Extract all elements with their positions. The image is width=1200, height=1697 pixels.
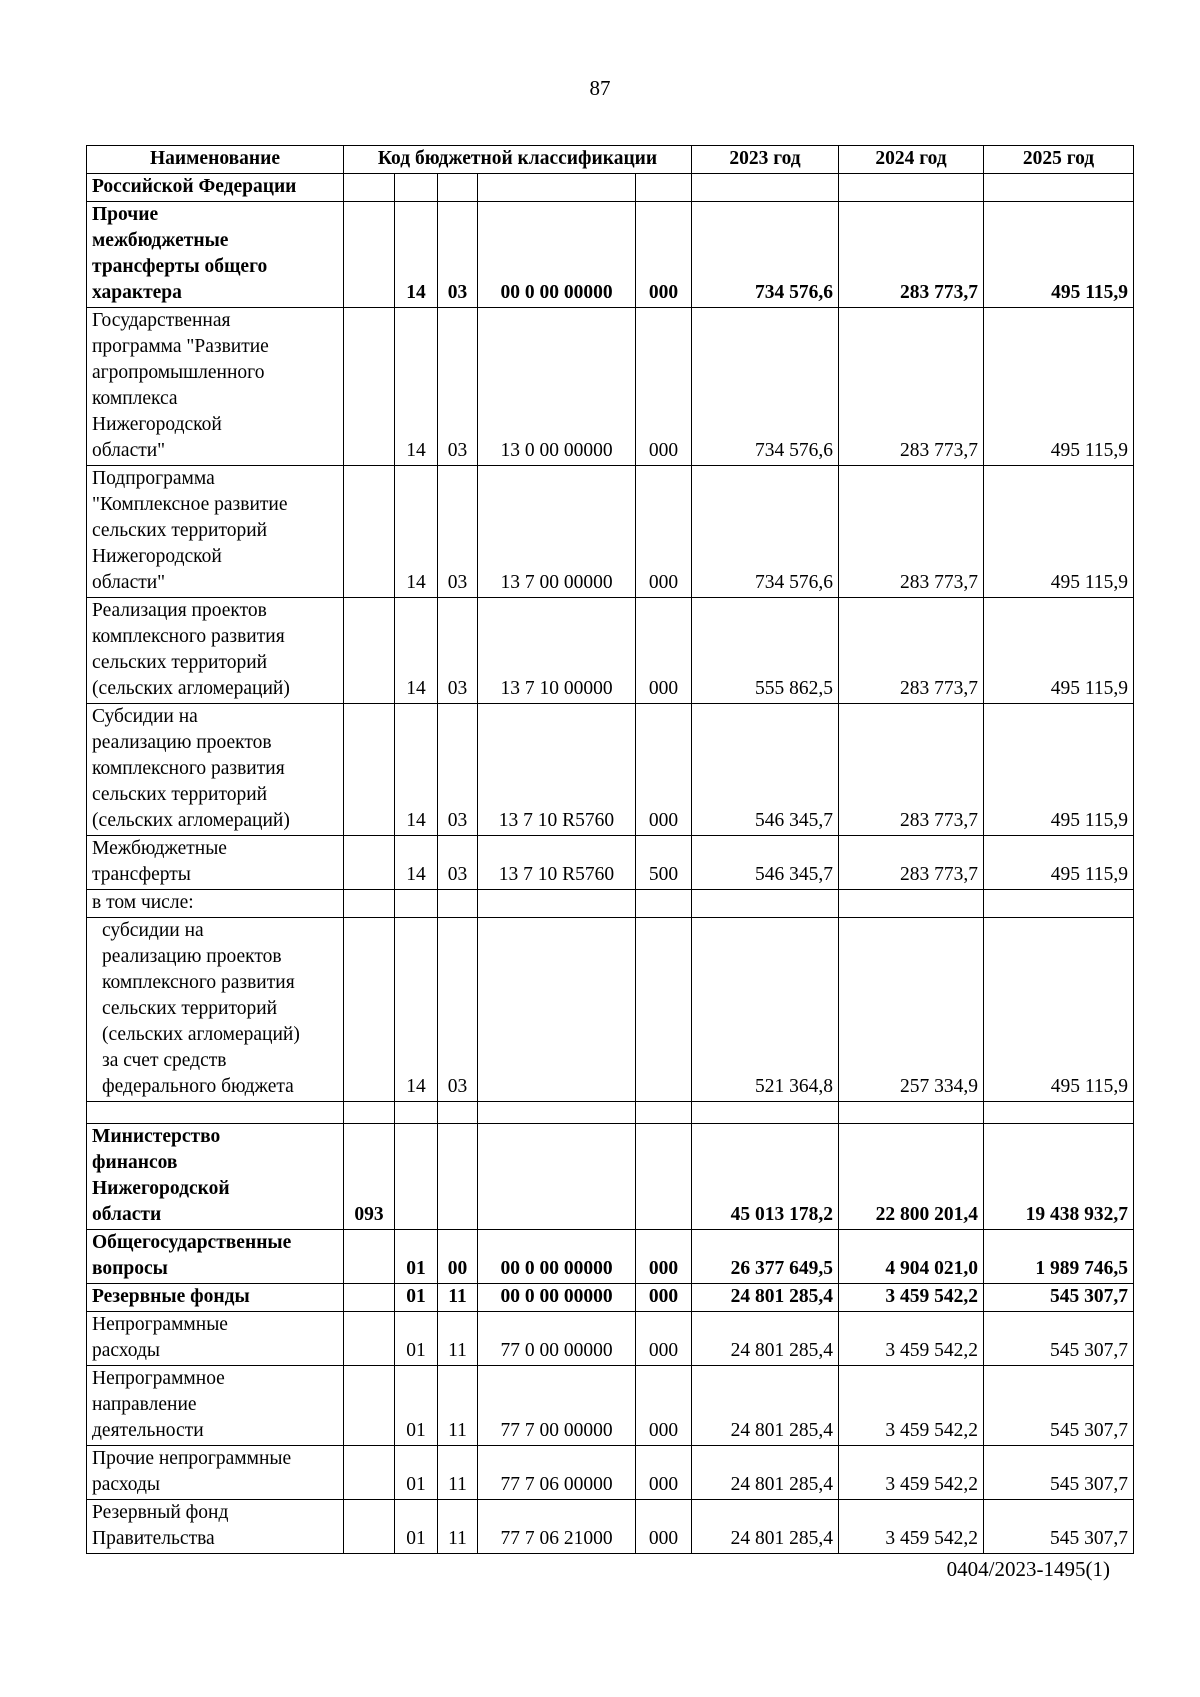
header-2025: 2025 год bbox=[984, 146, 1134, 174]
value-2025: 495 115,9 bbox=[984, 918, 1134, 1102]
code-subsection: 11 bbox=[438, 1446, 478, 1500]
code-subsection: 03 bbox=[438, 836, 478, 890]
code-section: 14 bbox=[395, 704, 438, 836]
code-ministry bbox=[344, 836, 395, 890]
table-row bbox=[87, 836, 1134, 890]
value-2025: 545 307,7 bbox=[984, 1500, 1134, 1554]
value-2023: 45 013 178,2 bbox=[692, 1124, 839, 1230]
code-ministry bbox=[344, 598, 395, 704]
value-2024: 283 773,7 bbox=[839, 202, 984, 308]
table-row bbox=[87, 308, 1134, 466]
code-section: 01 bbox=[395, 1446, 438, 1500]
page-number: 87 bbox=[589, 76, 611, 100]
code-section: 01 bbox=[395, 1312, 438, 1366]
value-2025: 495 115,9 bbox=[984, 598, 1134, 704]
code-ministry: 093 bbox=[344, 1124, 395, 1230]
value-2024: 4 904 021,0 bbox=[839, 1230, 984, 1284]
code-section: 01 bbox=[395, 1284, 438, 1312]
code-target-article bbox=[478, 1124, 636, 1230]
value-2023: 24 801 285,4 bbox=[692, 1500, 839, 1554]
row-name: Подпрограмма "Комплексное развитие сельских территорий Нижегородской области" bbox=[87, 466, 344, 598]
value-2024: 3 459 542,2 bbox=[839, 1500, 984, 1554]
budget-table bbox=[86, 145, 1134, 1554]
header-name: Наименование bbox=[87, 146, 344, 174]
code-ministry bbox=[344, 1102, 395, 1124]
code-ministry bbox=[344, 1446, 395, 1500]
code-expense-type bbox=[636, 1102, 692, 1124]
code-ministry bbox=[344, 308, 395, 466]
code-section: 14 bbox=[395, 836, 438, 890]
value-2024 bbox=[839, 1102, 984, 1124]
value-2024: 257 334,9 bbox=[839, 918, 984, 1102]
value-2024 bbox=[839, 890, 984, 918]
value-2023: 24 801 285,4 bbox=[692, 1446, 839, 1500]
code-ministry bbox=[344, 466, 395, 598]
value-2025 bbox=[984, 1102, 1134, 1124]
code-subsection: 11 bbox=[438, 1284, 478, 1312]
value-2025 bbox=[984, 174, 1134, 202]
code-target-article: 13 0 00 00000 bbox=[478, 308, 636, 466]
code-subsection bbox=[438, 1102, 478, 1124]
code-expense-type: 000 bbox=[636, 1446, 692, 1500]
code-section bbox=[395, 174, 438, 202]
table-row bbox=[87, 1102, 1134, 1124]
table-row bbox=[87, 1230, 1134, 1284]
table-row bbox=[87, 1446, 1134, 1500]
code-target-article: 77 7 00 00000 bbox=[478, 1366, 636, 1446]
row-name: Непрограммные расходы bbox=[87, 1312, 344, 1366]
value-2025: 495 115,9 bbox=[984, 202, 1134, 308]
code-expense-type: 000 bbox=[636, 1366, 692, 1446]
code-subsection: 11 bbox=[438, 1366, 478, 1446]
value-2025: 19 438 932,7 bbox=[984, 1124, 1134, 1230]
row-name: Реализация проектов комплексного развития сельских территорий (сельских агломераций) bbox=[87, 598, 344, 704]
code-subsection bbox=[438, 890, 478, 918]
code-target-article: 77 7 06 21000 bbox=[478, 1500, 636, 1554]
code-section: 14 bbox=[395, 308, 438, 466]
code-ministry bbox=[344, 1312, 395, 1366]
table-row bbox=[87, 174, 1134, 202]
code-ministry bbox=[344, 1284, 395, 1312]
value-2024: 3 459 542,2 bbox=[839, 1366, 984, 1446]
code-target-article bbox=[478, 918, 636, 1102]
value-2025 bbox=[984, 890, 1134, 918]
code-subsection: 00 bbox=[438, 1230, 478, 1284]
code-ministry bbox=[344, 1230, 395, 1284]
code-subsection: 11 bbox=[438, 1312, 478, 1366]
code-target-article: 00 0 00 00000 bbox=[478, 202, 636, 308]
code-subsection: 03 bbox=[438, 918, 478, 1102]
value-2025: 545 307,7 bbox=[984, 1284, 1134, 1312]
row-name: Резервные фонды bbox=[87, 1284, 344, 1312]
value-2023: 734 576,6 bbox=[692, 202, 839, 308]
table-header-row bbox=[87, 146, 1134, 174]
row-name: Непрограммное направление деятельности bbox=[87, 1366, 344, 1446]
row-name: в том числе: bbox=[87, 890, 344, 918]
value-2024: 283 773,7 bbox=[839, 704, 984, 836]
table-body bbox=[87, 174, 1134, 1554]
code-target-article: 13 7 10 R5760 bbox=[478, 836, 636, 890]
code-ministry bbox=[344, 202, 395, 308]
code-expense-type: 500 bbox=[636, 836, 692, 890]
value-2025: 545 307,7 bbox=[984, 1312, 1134, 1366]
code-ministry bbox=[344, 890, 395, 918]
table-row bbox=[87, 1312, 1134, 1366]
header-2023: 2023 год bbox=[692, 146, 839, 174]
code-expense-type bbox=[636, 890, 692, 918]
value-2023: 734 576,6 bbox=[692, 308, 839, 466]
value-2025: 545 307,7 bbox=[984, 1366, 1134, 1446]
value-2023: 24 801 285,4 bbox=[692, 1366, 839, 1446]
value-2025: 1 989 746,5 bbox=[984, 1230, 1134, 1284]
code-section bbox=[395, 1124, 438, 1230]
value-2023: 26 377 649,5 bbox=[692, 1230, 839, 1284]
code-target-article: 00 0 00 00000 bbox=[478, 1230, 636, 1284]
code-section bbox=[395, 1102, 438, 1124]
code-expense-type: 000 bbox=[636, 466, 692, 598]
table-row bbox=[87, 466, 1134, 598]
code-expense-type: 000 bbox=[636, 704, 692, 836]
code-target-article: 77 7 06 00000 bbox=[478, 1446, 636, 1500]
row-name: Субсидии на реализацию проектов комплексного развития сельских территорий (сельских агломераций) bbox=[87, 704, 344, 836]
value-2024 bbox=[839, 174, 984, 202]
table-row bbox=[87, 1284, 1134, 1312]
table-row bbox=[87, 1124, 1134, 1230]
code-target-article: 13 7 00 00000 bbox=[478, 466, 636, 598]
code-ministry bbox=[344, 918, 395, 1102]
header-2024: 2024 год bbox=[839, 146, 984, 174]
value-2025: 495 115,9 bbox=[984, 308, 1134, 466]
value-2024: 283 773,7 bbox=[839, 836, 984, 890]
value-2024: 283 773,7 bbox=[839, 598, 984, 704]
value-2023: 521 364,8 bbox=[692, 918, 839, 1102]
code-expense-type: 000 bbox=[636, 598, 692, 704]
code-expense-type: 000 bbox=[636, 202, 692, 308]
code-target-article: 00 0 00 00000 bbox=[478, 1284, 636, 1312]
row-name: Прочие межбюджетные трансферты общего характера bbox=[87, 202, 344, 308]
code-target-article bbox=[478, 174, 636, 202]
code-target-article: 13 7 10 00000 bbox=[478, 598, 636, 704]
code-expense-type: 000 bbox=[636, 1230, 692, 1284]
code-expense-type: 000 bbox=[636, 1284, 692, 1312]
table-row bbox=[87, 1500, 1134, 1554]
table-row bbox=[87, 890, 1134, 918]
value-2023: 24 801 285,4 bbox=[692, 1312, 839, 1366]
code-section bbox=[395, 890, 438, 918]
value-2023: 734 576,6 bbox=[692, 466, 839, 598]
code-ministry bbox=[344, 174, 395, 202]
code-subsection: 03 bbox=[438, 704, 478, 836]
table-row bbox=[87, 598, 1134, 704]
row-name: Российской Федерации bbox=[87, 174, 344, 202]
row-name: Резервный фонд Правительства bbox=[87, 1500, 344, 1554]
code-subsection bbox=[438, 1124, 478, 1230]
table-row bbox=[87, 202, 1134, 308]
value-2023 bbox=[692, 890, 839, 918]
code-subsection: 03 bbox=[438, 598, 478, 704]
code-target-article: 13 7 10 R5760 bbox=[478, 704, 636, 836]
row-name: Министерство финансов Нижегородской области bbox=[87, 1124, 344, 1230]
row-name bbox=[87, 1102, 344, 1124]
code-subsection bbox=[438, 174, 478, 202]
value-2023 bbox=[692, 174, 839, 202]
code-target-article: 77 0 00 00000 bbox=[478, 1312, 636, 1366]
value-2024: 3 459 542,2 bbox=[839, 1446, 984, 1500]
code-ministry bbox=[344, 1366, 395, 1446]
header-code: Код бюджетной классификации bbox=[344, 146, 692, 174]
table-row bbox=[87, 918, 1134, 1102]
row-name: Межбюджетные трансферты bbox=[87, 836, 344, 890]
code-section: 14 bbox=[395, 598, 438, 704]
code-subsection: 03 bbox=[438, 202, 478, 308]
code-section: 14 bbox=[395, 202, 438, 308]
value-2025: 545 307,7 bbox=[984, 1446, 1134, 1500]
code-expense-type bbox=[636, 918, 692, 1102]
code-section: 14 bbox=[395, 918, 438, 1102]
code-expense-type: 000 bbox=[636, 1312, 692, 1366]
value-2025: 495 115,9 bbox=[984, 704, 1134, 836]
code-section: 01 bbox=[395, 1230, 438, 1284]
code-expense-type: 000 bbox=[636, 308, 692, 466]
code-subsection: 03 bbox=[438, 308, 478, 466]
code-section: 14 bbox=[395, 466, 438, 598]
value-2023: 546 345,7 bbox=[692, 704, 839, 836]
code-target-article bbox=[478, 890, 636, 918]
row-name: Общегосударственные вопросы bbox=[87, 1230, 344, 1284]
value-2023: 24 801 285,4 bbox=[692, 1284, 839, 1312]
code-ministry bbox=[344, 704, 395, 836]
value-2025: 495 115,9 bbox=[984, 836, 1134, 890]
code-section: 01 bbox=[395, 1366, 438, 1446]
table-row bbox=[87, 704, 1134, 836]
value-2023 bbox=[692, 1102, 839, 1124]
code-subsection: 11 bbox=[438, 1500, 478, 1554]
row-name: субсидии на реализацию проектов комплексного развития сельских территорий (сельских агломераций) за счет средств федерального бюджета bbox=[87, 918, 344, 1102]
code-section: 01 bbox=[395, 1500, 438, 1554]
value-2023: 546 345,7 bbox=[692, 836, 839, 890]
value-2024: 3 459 542,2 bbox=[839, 1284, 984, 1312]
value-2025: 495 115,9 bbox=[984, 466, 1134, 598]
row-name: Государственная программа "Развитие агропромышленного комплекса Нижегородской области" bbox=[87, 308, 344, 466]
value-2024: 22 800 201,4 bbox=[839, 1124, 984, 1230]
row-name: Прочие непрограммные расходы bbox=[87, 1446, 344, 1500]
document-code: 0404/2023-1495(1) bbox=[946, 1557, 1110, 1581]
value-2024: 3 459 542,2 bbox=[839, 1312, 984, 1366]
value-2023: 555 862,5 bbox=[692, 598, 839, 704]
code-expense-type bbox=[636, 1124, 692, 1230]
code-subsection: 03 bbox=[438, 466, 478, 598]
code-expense-type: 000 bbox=[636, 1500, 692, 1554]
value-2024: 283 773,7 bbox=[839, 466, 984, 598]
code-ministry bbox=[344, 1500, 395, 1554]
code-expense-type bbox=[636, 174, 692, 202]
code-target-article bbox=[478, 1102, 636, 1124]
table-row bbox=[87, 1366, 1134, 1446]
value-2024: 283 773,7 bbox=[839, 308, 984, 466]
